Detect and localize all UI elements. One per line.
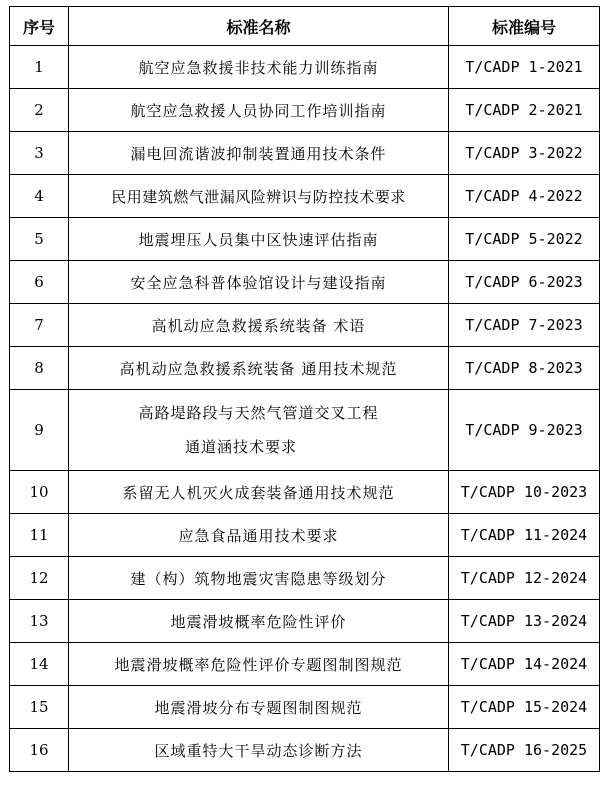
table-header-row	[10, 7, 600, 46]
standard-name: 地震滑坡概率危险性评价专题图制图规范	[69, 643, 449, 686]
standard-name: 建（构）筑物地震灾害隐患等级划分	[69, 557, 449, 600]
standard-name: 民用建筑燃气泄漏风险辨识与防控技术要求	[69, 175, 449, 218]
standard-name: 地震滑坡分布专题图制图规范	[69, 686, 449, 729]
standard-name: 地震滑坡概率危险性评价	[69, 600, 449, 643]
row-number: 9	[10, 390, 69, 471]
standard-name-line-1: 高路堤路段与天然气管道交叉工程	[138, 404, 379, 422]
standard-name	[69, 390, 449, 471]
row-number: 4	[10, 175, 69, 218]
header-serial-number: 序号	[10, 7, 69, 46]
standard-name: 航空应急救援人员协同工作培训指南	[69, 89, 449, 132]
table-row	[10, 557, 600, 600]
standard-name: 漏电回流谐波抑制装置通用技术条件	[69, 132, 449, 175]
standard-name: 区域重特大干旱动态诊断方法	[69, 729, 449, 772]
standard-name: 地震埋压人员集中区快速评估指南	[69, 218, 449, 261]
header-standard-code: 标准编号	[449, 7, 600, 46]
table-row	[10, 600, 600, 643]
standard-code: T/CADP 10-2023	[449, 471, 600, 514]
row-number: 5	[10, 218, 69, 261]
table-row	[10, 471, 600, 514]
table-row	[10, 175, 600, 218]
row-number: 1	[10, 46, 69, 89]
standard-code: T/CADP 1-2021	[449, 46, 600, 89]
standard-code: T/CADP 2-2021	[449, 89, 600, 132]
standard-name: 航空应急救援非技术能力训练指南	[69, 46, 449, 89]
standard-code: T/CADP 8-2023	[449, 347, 600, 390]
standard-code: T/CADP 9-2023	[449, 390, 600, 471]
table-row	[10, 218, 600, 261]
standard-name: 系留无人机灭火成套装备通用技术规范	[69, 471, 449, 514]
standard-name-line-2: 通道涵技术要求	[185, 438, 298, 456]
standard-code: T/CADP 15-2024	[449, 686, 600, 729]
standards-table	[9, 6, 600, 772]
standard-code: T/CADP 5-2022	[449, 218, 600, 261]
row-number: 7	[10, 304, 69, 347]
standard-name: 应急食品通用技术要求	[69, 514, 449, 557]
row-number: 13	[10, 600, 69, 643]
standard-name: 安全应急科普体验馆设计与建设指南	[69, 261, 449, 304]
standard-name: 高机动应急救援系统装备 术语	[69, 304, 449, 347]
row-number: 3	[10, 132, 69, 175]
header-standard-name: 标准名称	[69, 7, 449, 46]
table-row	[10, 304, 600, 347]
standard-code: T/CADP 4-2022	[449, 175, 600, 218]
standard-code: T/CADP 16-2025	[449, 729, 600, 772]
table-row	[10, 643, 600, 686]
row-number: 6	[10, 261, 69, 304]
table-row	[10, 514, 600, 557]
standard-code: T/CADP 13-2024	[449, 600, 600, 643]
table-row	[10, 132, 600, 175]
standard-code: T/CADP 6-2023	[449, 261, 600, 304]
standard-code: T/CADP 7-2023	[449, 304, 600, 347]
standard-code: T/CADP 11-2024	[449, 514, 600, 557]
row-number: 16	[10, 729, 69, 772]
table-row	[10, 89, 600, 132]
table-row	[10, 729, 600, 772]
table-row	[10, 46, 600, 89]
standard-code: T/CADP 14-2024	[449, 643, 600, 686]
row-number: 2	[10, 89, 69, 132]
row-number: 15	[10, 686, 69, 729]
table-row	[10, 261, 600, 304]
standard-name: 高机动应急救援系统装备 通用技术规范	[69, 347, 449, 390]
row-number: 12	[10, 557, 69, 600]
table-row	[10, 390, 600, 471]
row-number: 10	[10, 471, 69, 514]
standard-code: T/CADP 12-2024	[449, 557, 600, 600]
standard-code: T/CADP 3-2022	[449, 132, 600, 175]
table-row	[10, 347, 600, 390]
row-number: 11	[10, 514, 69, 557]
table-row	[10, 686, 600, 729]
row-number: 14	[10, 643, 69, 686]
row-number: 8	[10, 347, 69, 390]
